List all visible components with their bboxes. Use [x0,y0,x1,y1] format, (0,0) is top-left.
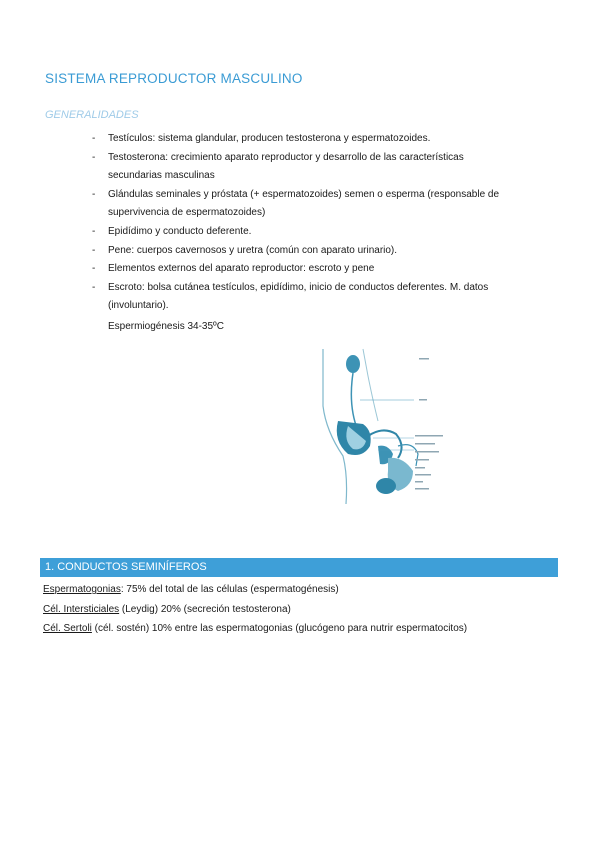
bullet-marker: - [92,188,96,200]
list-item-text: secundarias masculinas [108,170,215,182]
list-item-text: Glándulas seminales y próstata (+ espermatozoides) semen o esperma (responsable de [108,188,500,200]
list-item-text: Escroto: bolsa cutánea testículos, epidídimo, inicio de conductos deferentes. M. datos [108,281,489,293]
cell-line [43,619,467,639]
cell-line [43,580,467,600]
male-reproductive-anatomy-figure [318,346,458,506]
cell-term: Cél. Intersticiales [43,603,120,615]
bullet-marker: - [92,244,96,256]
list-item [92,149,552,186]
list-item [92,223,552,242]
list-item-text: Testosterona: crecimiento aparato reproductor y desarrollo de las características [108,151,464,163]
bullet-marker: - [92,225,96,237]
bullet-marker: - [92,281,96,293]
seminiferous-cells [43,580,467,639]
list-item [92,279,552,316]
cell-description: (cél. sostén) 10% entre las espermatogonias (glucógeno para nutrir espermatocitos) [91,623,468,634]
list-item [92,130,552,149]
cell-line [43,600,467,620]
cell-term: Cél. Sertoli [43,623,92,634]
list-item [92,260,552,279]
cell-term: Espermatogonias [43,584,121,595]
list-item [92,242,552,261]
cell-description: (Leydig) 20% (secreción testosterona) [119,603,291,615]
page-title: SISTEMA REPRODUCTOR MASCULINO [45,71,303,86]
section-heading-seminiferous: 1. CONDUCTOS SEMINÍFEROS [40,558,558,577]
generalities-list [92,130,552,316]
cell-description: : 75% del total de las células (espermatogénesis) [120,584,339,595]
list-item-text: Elementos externos del aparato reproductor: escroto y pene [108,263,375,275]
bullet-marker: - [92,263,96,275]
bullet-marker: - [92,151,96,163]
list-item [92,186,552,223]
list-item-text: Pene: cuerpos cavernosos y uretra (común con aparato urinario). [108,244,398,256]
list-item-text: supervivencia de espermatozoides) [108,207,266,219]
section-subtitle: GENERALIDADES [45,109,139,121]
bullet-marker: - [92,133,96,144]
spermiogenesis-note: Espermiogénesis 34-35ºC [108,321,224,332]
list-item-text: (involuntario). [108,300,169,312]
list-item-text: Epidídimo y conducto deferente. [108,225,252,237]
list-item-text: Testículos: sistema glandular, producen testosterona y espermatozoides. [108,133,431,144]
